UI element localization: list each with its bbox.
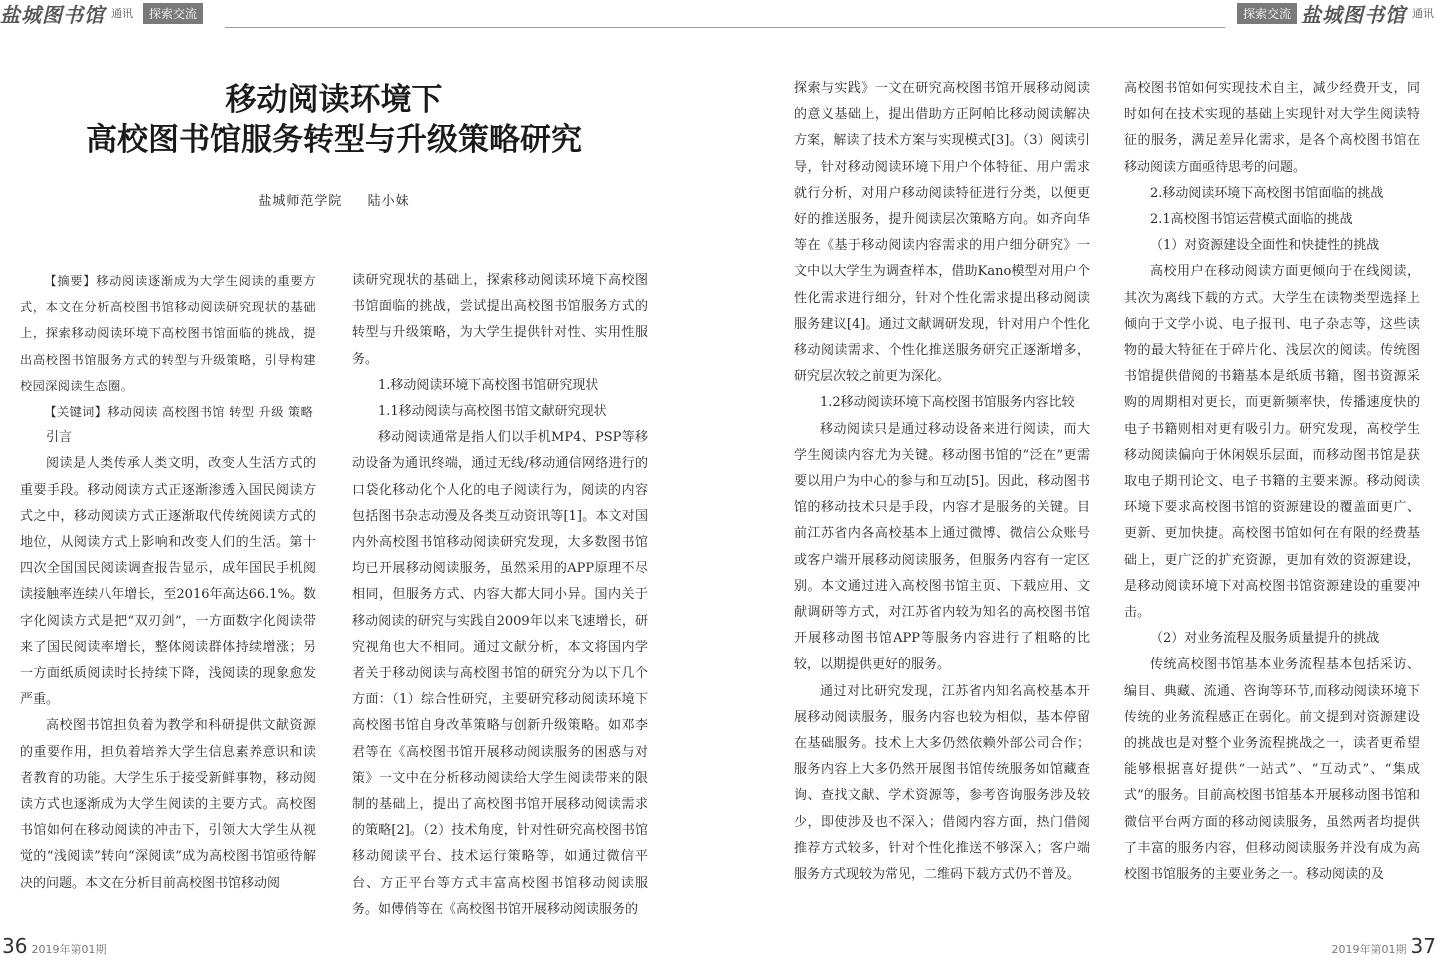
paragraph: 读研究现状的基础上，探索移动阅读环境下高校图书馆面临的挑战，尝试提出高校图书馆服务方式的转型与升级策略，为大学生提供针对性、实用性服务。 (352, 273, 648, 367)
title-line-1: 移动阅读环境下 (225, 82, 443, 118)
header-rule-right (720, 27, 1225, 28)
header-section: 通讯 (1412, 7, 1434, 20)
paragraph: 探索与实践》一文在研究高校图书馆开展移动阅读的意义基础上，提出借助方正阿帕比移动阅读解决方案，解读了技术方案与实现模式[3]。（3）阅读引导，针对移动阅读环境下用户个体特征、用户需求就行分析，对用户移动阅读特征进行分类，以便更好的推送服务，提升阅读层次策略方向。如齐向华等在《基于移动阅读内容需求的用户细分研究》一文中以大学生为调查样本，借助Kano模型对用户个性化需求进行细分，针对个性化需求提出移动阅读服务建议[4]。通过文献调研发现，针对用户个性化移动阅读需求、个性化推送服务研究正逐渐增多，研究层次较之前更为深化。 (794, 81, 1090, 385)
paragraph: 阅读是人类传承人类文明，改变人生活方式的重要手段。移动阅读方式正逐渐渗透入国民阅读方式之中，移动阅读方式正逐渐取代传统阅读方式的地位，从阅读方式上影响和改变人们的生活。第十四次全国国民阅读调查报告显示，成年国民手机阅读接触率连续八年增长，至2016年高达66.1%。数字化阅读方式是把“双刃剑”，一方面数字化阅读带来了国民阅读率增长，整体阅读群体持续增涨；另一方面纸质阅读时长持续下降，浅阅读的现象愈发严重。 (20, 456, 316, 708)
footer-right (1328, 934, 1436, 958)
paragraph: 高校图书馆如何实现技术自主，减少经费开支，同时如何在技术实现的基础上实现针对大学生阅读特征的服务，满足差异化需求，是各个高校图书馆在移动阅读方面亟待思考的问题。 (1124, 81, 1420, 175)
issue-label: 2019年第01期 (31, 943, 107, 956)
page-number: 37 (1410, 934, 1436, 958)
text-column-1 (20, 268, 316, 928)
abstract: 【摘要】移动阅读逐渐成为大学生阅读的重要方式，本文在分析高校图书馆移动阅读研究现状的基础上，探索移动阅读环境下高校图书馆面临的挑战，提出高校图书馆服务方式的转型与升级策略，引导构建校园深阅读生态圈。 (20, 274, 316, 393)
title-line-2: 高校图书馆服务转型与升级策略研究 (86, 122, 582, 158)
header-right (1233, 0, 1440, 26)
text-column-3 (794, 76, 1090, 916)
library-logo: 盐城图书馆 (1301, 2, 1406, 27)
text-column-2 (352, 268, 648, 928)
keywords: 【关键词】移动阅读 高校图书馆 转型 升级 策略 (44, 405, 314, 420)
subsection-heading: 1.1移动阅读与高校图书馆文献研究现状 (378, 404, 607, 420)
paragraph: 通过对比研究发现，江苏省内知名高校基本开展移动阅读服务，服务内容也较为相似，基本停留在基础服务。技术上大多仍然依赖外部公司合作；服务内容上大多仍然开展图书馆传统服务如馆藏查询、查找文献、学术资源等，参考咨询服务涉及较少，即使涉及也不深入；借阅内容方面，热门借阅推荐方式较多，针对个性化推送不够深入；客户端服务方式现较为常见，二维码下载方式仍不普及。 (794, 683, 1090, 883)
section-tag: 探索交流 (1237, 3, 1297, 24)
header-left (0, 0, 207, 26)
footer-left (2, 934, 110, 958)
section-tag: 探索交流 (143, 3, 203, 24)
subsection-heading: （2）对业务流程及服务质量提升的挑战 (1150, 631, 1380, 647)
byline (20, 190, 648, 209)
paragraph: 移动阅读只是通过移动设备来进行阅读，而大学生阅读内容尤为关键。移动图书馆的“泛在”更需要以用户为中心的参与和互动[5]。因此，移动图书馆的移动技术只是手段，内容才是服务的关键。目前江苏省内各高校基本上通过微博、微信公众账号或客户端开展移动阅读服务，但服务内容有一定区别。本文通过进入高校图书馆主页、下载应用、文献调研等方式，对江苏省内较为知名的高校图书馆开展移动图书馆APP等服务内容进行了粗略的比较，以期提供更好的服务。 (794, 421, 1090, 673)
section-heading: 引言 (46, 430, 73, 446)
article-title (20, 80, 648, 160)
subsection-heading: 2.1高校图书馆运营模式面临的挑战 (1150, 212, 1353, 228)
paragraph: 移动阅读通常是指人们以手机MP4、PSP等移动设备为通讯终端，通过无线/移动通信网络进行的口袋化移动化个人化的电子阅读行为，阅读的内容包括图书杂志动漫及各类互动资讯等[1]。本文对国内外高校图书馆移动阅读研究发现，大多数图书馆均已开展移动阅读服务，虽然采用的APP原理不尽相同，但服务方式、内容大都大同小异。国内关于移动阅读的研究与实践自2009年以来飞速增长，研究视角也大不相同。通过文献分析，本文将国内学者关于移动阅读与高校图书馆的研究分为以下几个方面：（1）综合性研究，主要研究移动阅读环境下高校图书馆自身改革策略与创新升级策略。如邓李君等在《高校图书馆开展移动阅读服务的困惑与对策》一文中在分析移动阅读给大学生阅读带来的限制的基础上，提出了高校图书馆开展移动阅读需求的策略[2]。（2）技术角度，针对性研究高校图书馆移动阅读平台、技术运行策略等，如通过微信平台、方正平台等方式丰富高校图书馆移动阅读服务。如傅俏等在《高校图书馆开展移动阅读服务的 (352, 430, 648, 917)
author-name: 陆小妹 (367, 194, 410, 209)
author-affiliation: 盐城师范学院 (258, 194, 343, 209)
paragraph: 高校用户在移动阅读方面更倾向于在线阅读，其次为离线下载的方式。大学生在读物类型选择上倾向于文学小说、电子报刊、电子杂志等，这些读物的最大特征在于碎片化、浅层次的阅读。传统图书馆提供借阅的书籍基本是纸质书籍，图书资源采购的周期相对更长，而更新频率快，传播速度快的电子书籍则相对更有吸引力。研究发现，高校学生移动阅读偏向于休闲娱乐层面，而移动图书馆是获取电子期刊论文、电子书籍的主要来源。移动阅读环境下要求高校图书馆的资源建设的覆盖面更广、更新、更加快捷。高校图书馆如何在有限的经费基础上，更广泛的扩充资源，更加有效的资源建设，是移动阅读环境下对高校图书馆资源建设的重要冲击。 (1124, 264, 1420, 621)
header-rule-left (225, 27, 720, 28)
paragraph: 传统高校图书馆基本业务流程基本包括采访、编目、典藏、流通、咨询等环节,而移动阅读环境下传统的业务流程感正在弱化。前文提到对资源建设的挑战也是对整个业务流程挑战之一，读者更希望能够根据喜好提供“一站式”、“互动式”、“集成式”的服务。目前高校图书馆基本开展移动图书馆和微信平台两方面的移动阅读服务，虽然两者均提供了丰富的服务内容，但移动阅读服务并没有成为高校图书馆服务的主要业务之一。移动阅读的及 (1124, 657, 1420, 883)
section-heading: 1.移动阅读环境下高校图书馆研究现状 (378, 377, 599, 393)
paragraph: 高校图书馆担负着为教学和科研提供文献资源的重要作用，担负着培养大学生信息素养意识和读者教育的功能。大学生乐于接受新鲜事物，移动阅读方式也逐渐成为大学生阅读的主要方式。高校图书馆如何在移动阅读的冲击下，引领大大学生从视觉的“浅阅读”转向“深阅读”成为高校图书馆亟待解决的问题。本文在分析目前高校图书馆移动阅 (20, 718, 316, 891)
section-heading: 2.移动阅读环境下高校图书馆面临的挑战 (1150, 185, 1384, 201)
text-column-4 (1124, 76, 1420, 916)
issue-label: 2019年第01期 (1331, 943, 1407, 956)
subsection-heading: （1）对资源建设全面性和快捷性的挑战 (1150, 238, 1380, 254)
page-number: 36 (2, 934, 28, 958)
header-section: 通讯 (111, 7, 133, 20)
library-logo: 盐城图书馆 (0, 2, 105, 27)
subsection-heading: 1.2移动阅读环境下高校图书馆服务内容比较 (820, 395, 1075, 411)
